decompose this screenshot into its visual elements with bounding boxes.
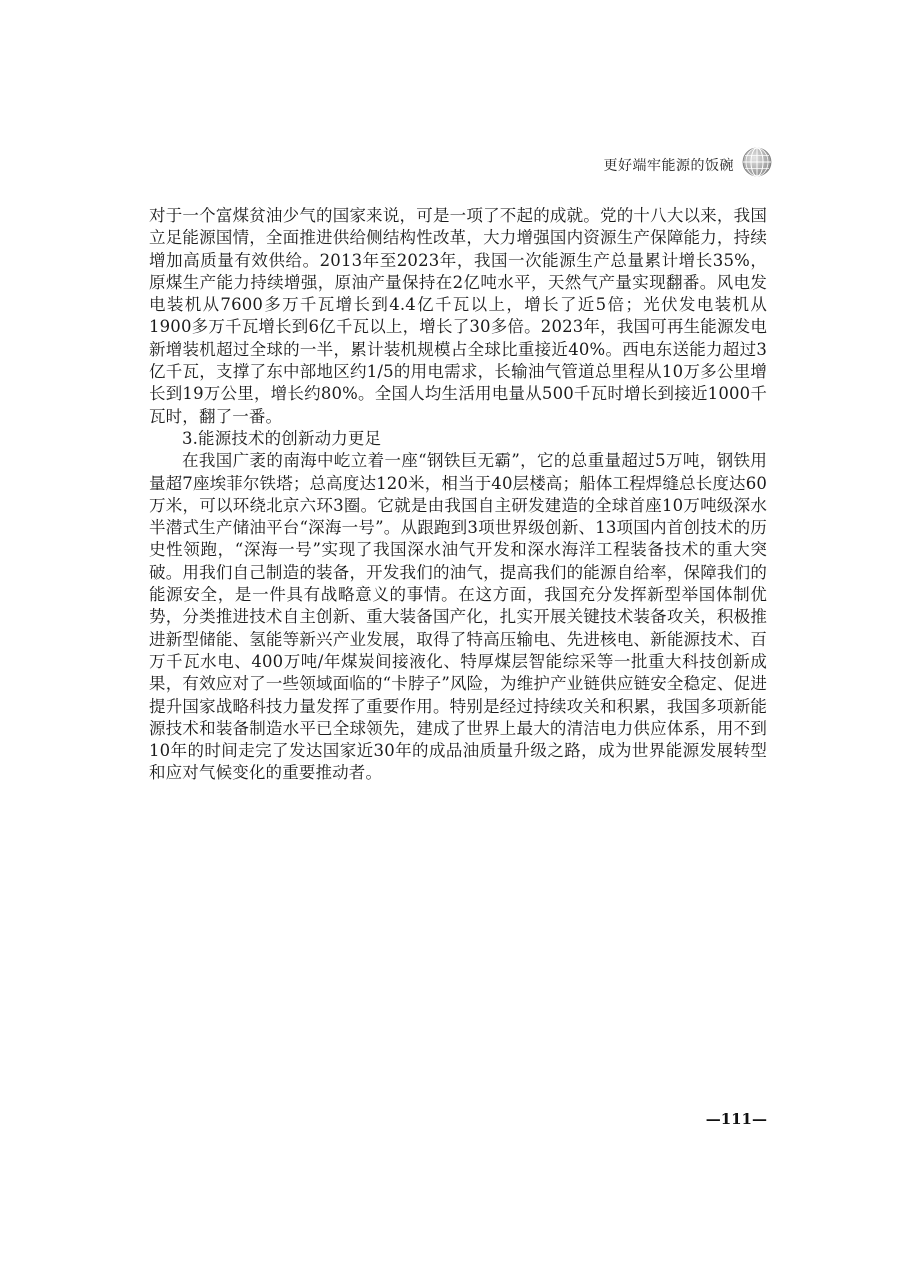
running-title: 更好端牢能源的饭碗 xyxy=(603,158,734,174)
section-heading: 3.能源技术的创新动力更足 xyxy=(182,428,382,448)
paragraph: 在我国广袤的南海中屹立着一座“钢铁巨无霸”，它的总重量超过5万吨，钢铁用量超7座埃菲尔铁塔；总高度达120米，相当于40层楼高；船体工程焊缝总长度达60万米，可以环绕北京六环3圈。它就是由我国自主研发建造的全球首座10万吨级深水半潜式生产储油平台“深海一号”。从跟跑到3项世界级创新、13项国内首创技术的历史性领跑，“深海一号”实现了我国深水油气开发和深水海洋工程装备技术的重大突破。用我们自己制造的装备，开发我们的油气，提高我们的能源自给率，保障我们的能源安全，是一件具有战略意义的事情。在这方面，我国充分发挥新型举国体制优势，分类推进技术自主创新、重大装备国产化，扎实开展关键技术装备攻关，积极推进新型储能、氢能等新兴产业发展，取得了特高压输电、先进核电、新能源技术、百万千瓦水电、400万吨/年煤炭间接液化、特厚煤层智能综采等一批重大科技创新成果，有效应对了一些领域面临的“卡脖子”风险，为维护产业链供应链安全稳定、促进提升国家战略科技力量发挥了重要作用。特别是经过持续攻关和积累，我国多项新能源技术和装备制造水平已全球领先，建成了世界上最大的清洁电力供应体系，用不到10年的时间走完了发达国家近30年的成品油质量升级之路，成为世界能源发展转型和应对气候变化的重要推动者。 xyxy=(149,451,767,783)
globe-icon xyxy=(742,147,772,177)
page-number: —111— xyxy=(705,1110,767,1128)
body-text xyxy=(149,205,767,785)
running-header xyxy=(560,147,772,177)
paragraph-continued: 对于一个富煤贫油少气的国家来说，可是一项了不起的成就。党的十八大以来，我国立足能源国情，全面推进供给侧结构性改革，大力增强国内资源生产保障能力，持续增加高质量有效供给。2013年至2023年，我国一次能源生产总量累计增长35%，原煤生产能力持续增强，原油产量保持在2亿吨水平，天然气产量实现翻番。风电发电装机从7600多万千瓦增长到4.4亿千瓦以上，增长了近5倍；光伏发电装机从1900多万千瓦增长到6亿千瓦以上，增长了30多倍。2023年，我国可再生能源发电新增装机超过全球的一半，累计装机规模占全球比重接近40%。西电东送能力超过3亿千瓦，支撑了东中部地区约1/5的用电需求，长输油气管道总里程从10万多公里增长到19万公里，增长约80%。全国人均生活用电量从500千瓦时增长到接近1000千瓦时，翻了一番。 xyxy=(149,206,767,426)
